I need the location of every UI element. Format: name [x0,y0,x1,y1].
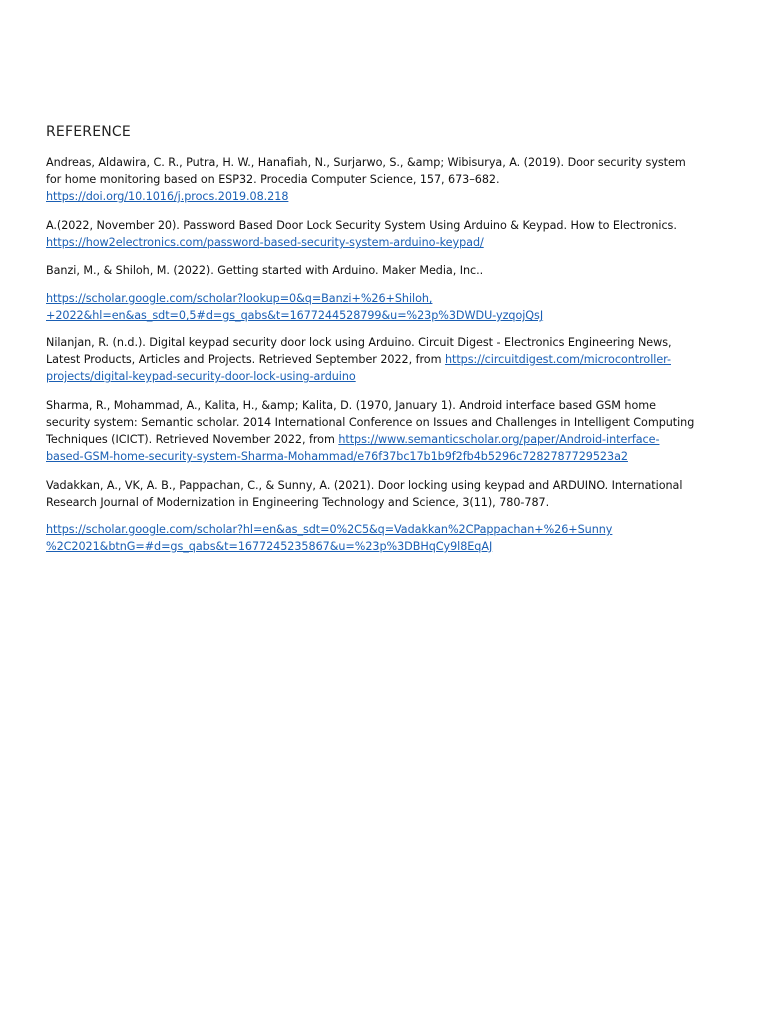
reference-entry [46,477,716,511]
reference-text: for home monitoring based on ESP32. Procedia Computer Science, 157, 673–682. [46,173,500,186]
reference-text: Banzi, M., & Shiloh, M. (2022). Getting started with Arduino. Maker Media, Inc.. [46,264,484,277]
reference-text: Nilanjan, R. (n.d.). Digital keypad security door lock using Arduino. Circuit Digest - Electronics Engineering News, [46,336,672,349]
reference-entry [46,397,716,465]
reference-link[interactable]: https://scholar.google.com/scholar?hl=en&as_sdt=0%2C5&q=Vadakkan%2CPappachan+%26+Sunny [46,523,613,536]
reference-text: Sharma, R., Mohammad, A., Kalita, H., &amp; Kalita, D. (1970, January 1). Android interface based GSM home [46,399,656,412]
reference-link[interactable]: +2022&hl=en&as_sdt=0,5#d=gs_qabs&t=1677244528799&u=%23p%3DWDU-yzqojQsJ [46,309,544,322]
reference-link[interactable]: projects/digital-keypad-security-door-lock-using-arduino [46,370,356,383]
reference-link[interactable]: https://www.semanticscholar.org/paper/Android-interface- [338,433,660,446]
reference-link[interactable]: https://doi.org/10.1016/j.procs.2019.08.218 [46,190,289,203]
reference-link-block [46,521,716,555]
reference-link[interactable]: https://circuitdigest.com/microcontroller- [444,353,671,366]
reference-link-block [46,290,716,324]
reference-text: Andreas, Aldawira, C. R., Putra, H. W., Hanafiah, N., Surjarwo, S., &amp; Wibisurya, A. (2019). Door security system [46,156,686,169]
reference-entry [46,262,716,279]
reference-entry [46,217,716,251]
reference-entry [46,154,716,205]
reference-link[interactable]: %2C2021&btnG=#d=gs_qabs&t=1677245235867&u=%23p%3DBHqCy9l8EqAJ [46,540,493,553]
reference-entry [46,334,716,385]
reference-text: Research Journal of Modernization in Engineering Technology and Science, 3(11), 780-787. [46,496,550,509]
reference-text: Latest Products, Articles and Projects. Retrieved September 2022, from [46,353,445,366]
reference-link[interactable]: https://how2electronics.com/password-based-security-system-arduino-keypad/ [46,236,484,249]
reference-text: Techniques (ICICT). Retrieved November 2022, from [46,433,339,446]
reference-link[interactable]: based-GSM-home-security-system-Sharma-Mohammad/e76f37bc17b1b9f2fb4b5296c7282787729523a2 [46,450,628,463]
reference-text: Vadakkan, A., VK, A. B., Pappachan, C., & Sunny, A. (2021). Door locking using keypad and ARDUINO. International [46,479,683,492]
reference-text: A.(2022, November 20). Password Based Door Lock Security System Using Arduino & Keypad. How to Electronics. [46,219,677,232]
reference-link[interactable]: https://scholar.google.com/scholar?lookup=0&q=Banzi+%26+Shiloh, [46,292,433,305]
page-title: REFERENCE [46,124,131,140]
reference-text: security system: Semantic scholar. 2014 International Conference on Issues and Challenges in Intelligent Computing [46,416,695,429]
